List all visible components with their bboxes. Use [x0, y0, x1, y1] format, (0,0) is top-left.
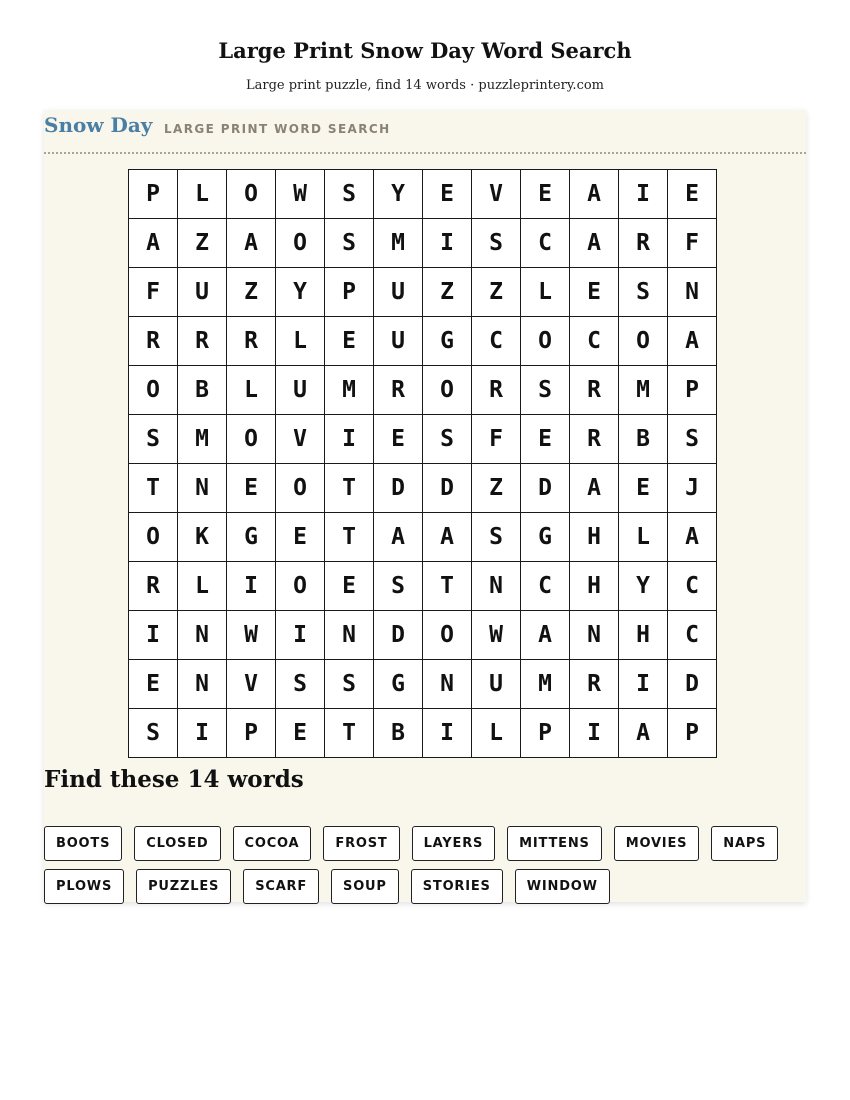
grid-cell[interactable]: C [472, 317, 521, 366]
grid-cell[interactable]: O [227, 170, 276, 219]
grid-cell[interactable]: B [178, 366, 227, 415]
grid-cell[interactable]: L [178, 170, 227, 219]
grid-cell[interactable]: R [129, 562, 178, 611]
grid-cell[interactable]: T [325, 464, 374, 513]
grid-cell[interactable]: S [129, 709, 178, 758]
grid-cell[interactable]: E [423, 170, 472, 219]
grid-row [129, 464, 717, 513]
grid-cell[interactable]: N [178, 464, 227, 513]
grid-row [129, 415, 717, 464]
grid-cell[interactable]: D [668, 660, 717, 709]
grid-row [129, 660, 717, 709]
grid-cell[interactable]: A [423, 513, 472, 562]
grid-cell[interactable]: O [129, 366, 178, 415]
grid-cell[interactable]: E [619, 464, 668, 513]
word-chip-cocoa: COCOA [233, 826, 312, 861]
puzzle-brand-title: Snow Day [44, 113, 153, 137]
grid-cell[interactable]: N [668, 268, 717, 317]
grid-cell[interactable]: E [374, 415, 423, 464]
grid-cell[interactable]: F [472, 415, 521, 464]
grid-cell[interactable]: A [570, 464, 619, 513]
grid-row [129, 513, 717, 562]
word-chip-layers: LAYERS [412, 826, 496, 861]
grid-cell[interactable]: Z [227, 268, 276, 317]
grid-row [129, 366, 717, 415]
grid-cell[interactable]: I [227, 562, 276, 611]
grid-cell[interactable]: I [423, 709, 472, 758]
grid-cell[interactable]: S [521, 366, 570, 415]
grid-cell[interactable]: E [570, 268, 619, 317]
grid-cell[interactable]: R [178, 317, 227, 366]
word-chip-movies: MOVIES [614, 826, 700, 861]
grid-cell[interactable]: T [325, 513, 374, 562]
grid-cell[interactable]: P [521, 709, 570, 758]
grid-row [129, 317, 717, 366]
grid-cell[interactable]: S [325, 660, 374, 709]
grid-cell[interactable]: M [619, 366, 668, 415]
word-chip-soup: SOUP [331, 869, 399, 904]
grid-cell[interactable]: S [374, 562, 423, 611]
grid-cell[interactable]: Z [423, 268, 472, 317]
grid-cell[interactable]: A [570, 219, 619, 268]
grid-cell[interactable]: Z [178, 219, 227, 268]
grid-cell[interactable]: G [423, 317, 472, 366]
grid-cell[interactable]: G [521, 513, 570, 562]
grid-cell[interactable]: R [619, 219, 668, 268]
grid-cell[interactable]: E [521, 415, 570, 464]
grid-row [129, 268, 717, 317]
card-header [44, 110, 806, 154]
grid-cell[interactable]: H [570, 513, 619, 562]
grid-row [129, 170, 717, 219]
puzzle-card [44, 110, 806, 902]
word-chip-frost: FROST [323, 826, 399, 861]
grid-cell[interactable]: A [374, 513, 423, 562]
grid-cell[interactable]: O [276, 464, 325, 513]
grid-cell[interactable]: R [570, 366, 619, 415]
grid-cell[interactable]: A [668, 317, 717, 366]
grid-cell[interactable]: O [423, 611, 472, 660]
grid-cell[interactable]: P [668, 709, 717, 758]
grid-cell[interactable]: S [325, 219, 374, 268]
grid-cell[interactable]: J [668, 464, 717, 513]
grid-cell[interactable]: L [619, 513, 668, 562]
grid-cell[interactable]: S [276, 660, 325, 709]
grid-cell[interactable]: F [668, 219, 717, 268]
grid-cell[interactable]: B [374, 709, 423, 758]
grid-cell[interactable]: N [423, 660, 472, 709]
grid-cell[interactable]: D [374, 611, 423, 660]
grid-cell[interactable]: I [619, 170, 668, 219]
grid-cell[interactable]: A [619, 709, 668, 758]
grid-cell[interactable]: Z [472, 464, 521, 513]
grid-cell[interactable]: R [227, 317, 276, 366]
grid-cell[interactable]: K [178, 513, 227, 562]
grid-cell[interactable]: S [423, 415, 472, 464]
grid-cell[interactable]: Y [374, 170, 423, 219]
grid-cell[interactable]: N [178, 611, 227, 660]
word-chip-stories: STORIES [411, 869, 503, 904]
grid-cell[interactable]: C [668, 562, 717, 611]
grid-cell[interactable]: H [570, 562, 619, 611]
grid-cell[interactable]: I [325, 415, 374, 464]
grid-cell[interactable]: Y [276, 268, 325, 317]
grid-cell[interactable]: H [619, 611, 668, 660]
grid-cell[interactable]: T [325, 709, 374, 758]
grid-cell[interactable]: P [325, 268, 374, 317]
grid-cell[interactable]: W [276, 170, 325, 219]
grid-cell[interactable]: S [472, 219, 521, 268]
grid-cell[interactable]: I [619, 660, 668, 709]
grid-cell[interactable]: O [276, 562, 325, 611]
grid-cell[interactable]: P [227, 709, 276, 758]
grid-cell[interactable]: E [276, 513, 325, 562]
grid-cell[interactable]: S [472, 513, 521, 562]
grid-cell[interactable]: U [472, 660, 521, 709]
page-title: Large Print Snow Day Word Search [218, 38, 632, 63]
word-chip-scarf: SCARF [243, 869, 319, 904]
grid-cell[interactable]: I [129, 611, 178, 660]
grid-cell[interactable]: A [570, 170, 619, 219]
grid-cell[interactable]: R [374, 366, 423, 415]
grid-cell[interactable]: C [521, 219, 570, 268]
grid-cell[interactable]: V [227, 660, 276, 709]
word-chip-mittens: MITTENS [507, 826, 602, 861]
grid-cell[interactable]: O [521, 317, 570, 366]
grid-cell[interactable]: L [178, 562, 227, 611]
grid-cell[interactable]: S [325, 170, 374, 219]
grid-cell[interactable]: O [619, 317, 668, 366]
grid-cell[interactable]: C [521, 562, 570, 611]
grid-cell[interactable]: S [129, 415, 178, 464]
grid-cell[interactable]: O [276, 219, 325, 268]
letter-grid [128, 169, 717, 758]
grid-cell[interactable]: E [227, 464, 276, 513]
grid-cell[interactable]: L [227, 366, 276, 415]
grid-cell[interactable]: T [423, 562, 472, 611]
grid-cell[interactable]: I [276, 611, 325, 660]
grid-cell[interactable]: E [521, 170, 570, 219]
grid-cell[interactable]: U [374, 317, 423, 366]
grid-cell[interactable]: E [325, 562, 374, 611]
grid-cell[interactable]: E [668, 170, 717, 219]
grid-cell[interactable]: O [423, 366, 472, 415]
grid-cell[interactable]: M [178, 415, 227, 464]
word-chip-closed: CLOSED [134, 826, 220, 861]
grid-cell[interactable]: R [570, 415, 619, 464]
grid-cell[interactable]: Y [619, 562, 668, 611]
grid-cell[interactable]: R [570, 660, 619, 709]
word-bank [44, 826, 806, 904]
grid-cell[interactable]: I [423, 219, 472, 268]
puzzle-kicker: LARGE PRINT WORD SEARCH [164, 122, 391, 136]
word-chip-puzzles: PUZZLES [136, 869, 231, 904]
grid-cell[interactable]: D [423, 464, 472, 513]
grid-cell[interactable]: S [619, 268, 668, 317]
grid-cell[interactable]: N [570, 611, 619, 660]
grid-cell[interactable]: E [276, 709, 325, 758]
grid-row [129, 611, 717, 660]
grid-cell[interactable]: R [129, 317, 178, 366]
word-chip-plows: PLOWS [44, 869, 124, 904]
grid-cell[interactable]: A [227, 219, 276, 268]
grid-cell[interactable]: I [570, 709, 619, 758]
grid-cell[interactable]: A [668, 513, 717, 562]
grid-row [129, 562, 717, 611]
grid-cell[interactable]: D [521, 464, 570, 513]
grid-cell[interactable]: W [472, 611, 521, 660]
grid-cell[interactable]: C [668, 611, 717, 660]
word-list-heading: Find these 14 words [44, 766, 304, 793]
grid-cell[interactable]: S [668, 415, 717, 464]
grid-cell[interactable]: W [227, 611, 276, 660]
grid-cell[interactable]: F [129, 268, 178, 317]
grid-cell[interactable]: E [129, 660, 178, 709]
grid-cell[interactable]: G [227, 513, 276, 562]
grid-cell[interactable]: L [472, 709, 521, 758]
grid-cell[interactable]: D [374, 464, 423, 513]
grid-cell[interactable]: V [472, 170, 521, 219]
grid-row [129, 219, 717, 268]
grid-cell[interactable]: N [178, 660, 227, 709]
grid-cell[interactable]: M [521, 660, 570, 709]
grid-cell[interactable]: V [276, 415, 325, 464]
grid-cell[interactable]: E [325, 317, 374, 366]
word-chip-naps: NAPS [711, 826, 778, 861]
grid-cell[interactable]: O [129, 513, 178, 562]
grid-cell[interactable]: U [276, 366, 325, 415]
page-subtitle: Large print puzzle, find 14 words · puzzleprintery.com [245, 78, 605, 93]
grid-cell[interactable]: C [570, 317, 619, 366]
grid-cell[interactable]: T [129, 464, 178, 513]
grid-cell[interactable]: G [374, 660, 423, 709]
word-chip-boots: BOOTS [44, 826, 122, 861]
grid-cell[interactable]: N [472, 562, 521, 611]
grid-cell[interactable]: A [129, 219, 178, 268]
grid-cell[interactable]: Z [472, 268, 521, 317]
grid-cell[interactable]: M [374, 219, 423, 268]
grid-cell[interactable]: P [129, 170, 178, 219]
word-chip-window: WINDOW [515, 869, 610, 904]
grid-cell[interactable]: U [374, 268, 423, 317]
grid-cell[interactable]: U [178, 268, 227, 317]
grid-cell[interactable]: N [325, 611, 374, 660]
grid-cell[interactable]: I [178, 709, 227, 758]
grid-cell[interactable]: A [521, 611, 570, 660]
grid-row [129, 709, 717, 758]
grid-cell[interactable]: L [276, 317, 325, 366]
grid-cell[interactable]: L [521, 268, 570, 317]
grid-cell[interactable]: B [619, 415, 668, 464]
grid-cell[interactable]: O [227, 415, 276, 464]
grid-cell[interactable]: R [472, 366, 521, 415]
grid-cell[interactable]: P [668, 366, 717, 415]
grid-cell[interactable]: M [325, 366, 374, 415]
